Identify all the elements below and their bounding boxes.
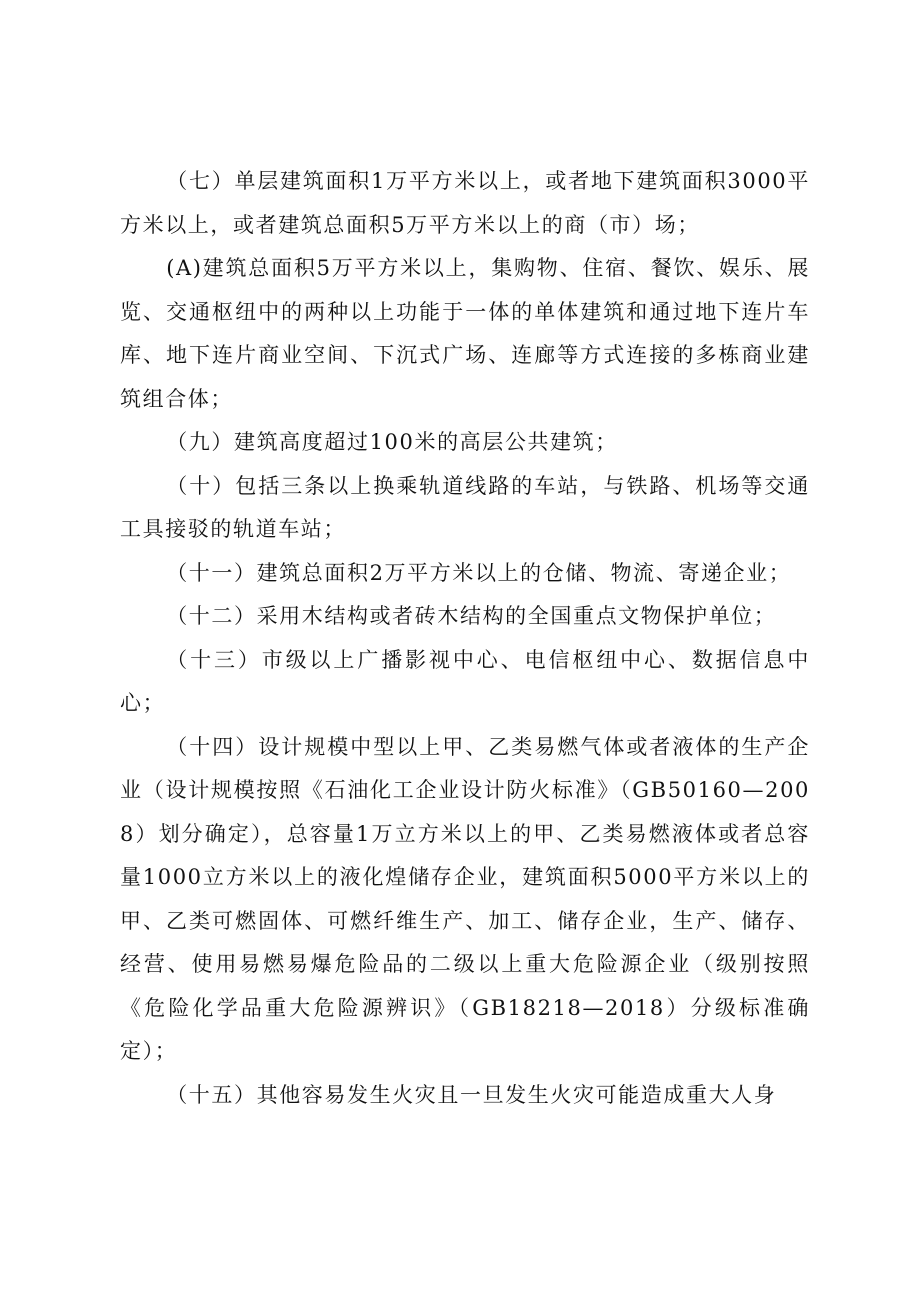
paragraph-9: （九）建筑高度超过100米的高层公共建筑； (166, 430, 618, 454)
paragraph-12: （十二）采用木结构或者砖木结构的全国重点文物保护单位； (166, 604, 777, 628)
paragraph-14: （十四）设计规模中型以上甲、乙类易燃气体或者液体的生产企业（设计规模按照《石油化工企业设计防火标准》（GB50160—2008）划分确定），总容量1万立方米以上的甲、乙类易燃液体或者总容量1000立方米以上的液化煌储存企业，建筑面积5000平方米以上的甲、乙类可燃固体、可燃纤维生产、加工、储存企业，生产、储存、经营、使用易燃易爆危险品的二级以上重大危险源企业（级别按照《危险化学品重大危险源辨识》（GB18218—2018）分级标准确定）； (120, 734, 810, 1063)
paragraph-15: （十五）其他容易发生火灾且一旦发生火灾可能造成重大人身 (166, 1082, 777, 1107)
paragraph-7: （七）单层建筑面积1万平方米以上，或者地下建筑面积3000平方米以上，或者建筑总面积5万平方米以上的商（市）场； (120, 169, 810, 237)
paragraph-8: (A)建筑总面积5万平方米以上，集购物、住宿、餐饮、娱乐、展览、交通枢纽中的两种以上功能于一体的单体建筑和通过地下连片车库、地下连片商业空间、下沉式广场、连廊等方式连接的多栋商业建筑组合体； (120, 256, 810, 411)
document-body (120, 160, 810, 1117)
paragraph-10: （十）包括三条以上换乘轨道线路的车站，与铁路、机场等交通工具接驳的轨道车站； (120, 473, 810, 541)
paragraph-11: （十一）建筑总面积2万平方米以上的仓储、物流、寄递企业； (166, 560, 792, 585)
paragraph-13: （十三）市级以上广播影视中心、电信枢纽中心、数据信息中心； (120, 647, 810, 715)
